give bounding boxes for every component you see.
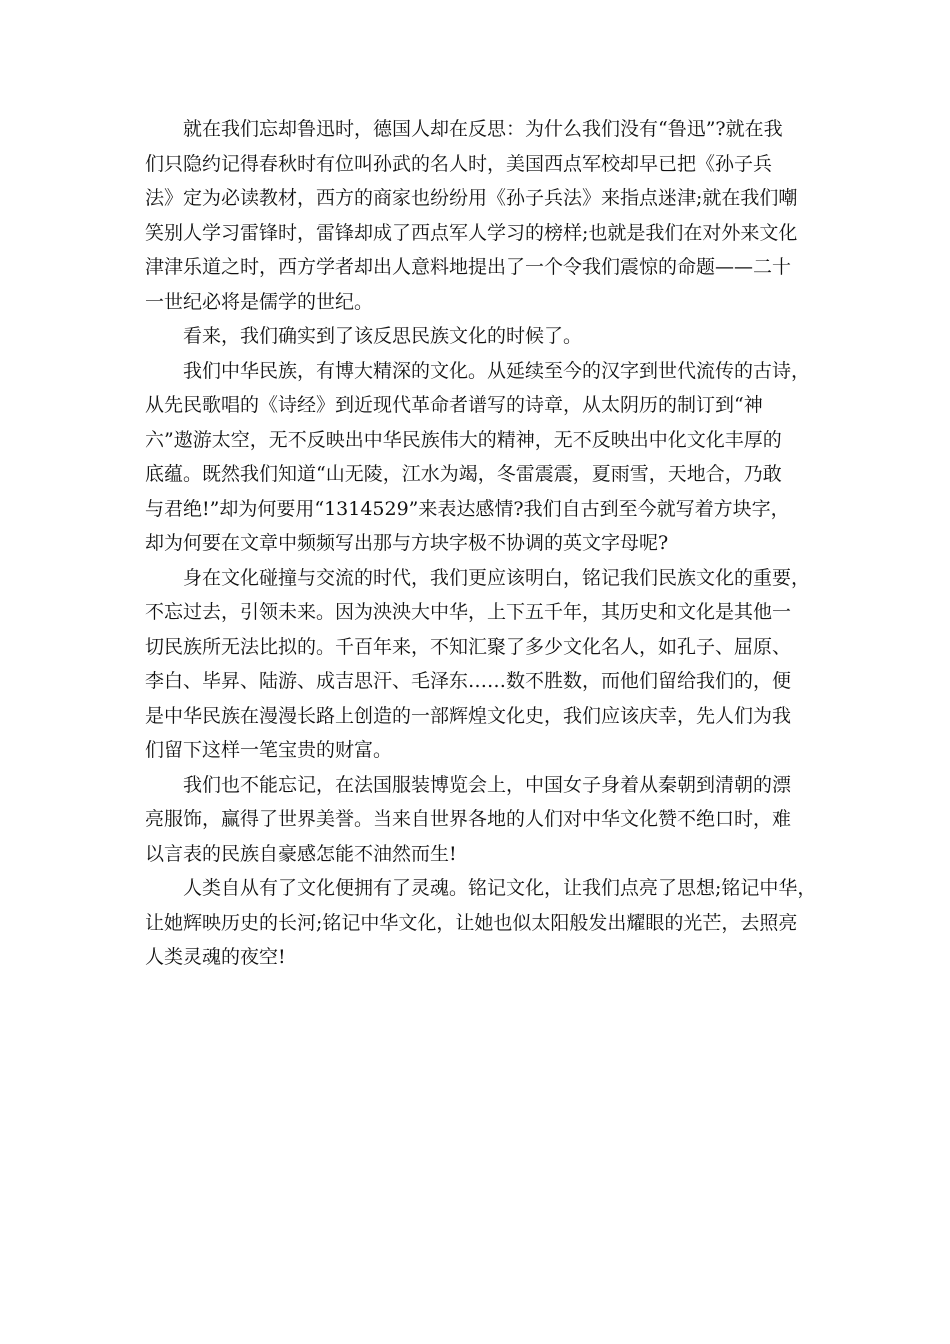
paragraph-3 — [145, 354, 815, 561]
paragraph-line: 们留下这样一笔宝贵的财富。 — [145, 739, 393, 761]
paragraph-line: 让她辉映历史的长河;铭记中华文化，让她也似太阳般发出耀眼的光芒，去照亮 — [145, 911, 798, 934]
paragraph-line: 从先民歌唱的《诗经》到近现代革命者谱写的诗章，从太阴历的制订到“神 — [145, 394, 763, 416]
paragraph-line: 亮服饰，赢得了世界美誉。当来自世界各地的人们对中华文化赞不绝口时，难 — [145, 808, 792, 830]
paragraph-line: 李白、毕昇、陆游、成吉思汗、毛泽东……数不胜数，而他们留给我们的，便 — [145, 670, 792, 692]
paragraph-line: 却为何要在文章中频频写出那与方块字极不协调的英文字母呢? — [145, 532, 669, 554]
paragraph-line: 底蕴。既然我们知道“山无陵，江水为竭，冬雷震震，夏雨雪，天地合，乃敢 — [145, 463, 782, 485]
paragraph-line: 不忘过去，引领未来。因为泱泱大中华，上下五千年，其历史和文化是其他一 — [145, 601, 792, 623]
paragraph-5 — [145, 768, 815, 872]
paragraph-line: 以言表的民族自豪感怎能不油然而生! — [145, 842, 457, 865]
paragraph-6 — [145, 871, 815, 975]
paragraph-line: 看来，我们确实到了该反思民族文化的时候了。 — [145, 325, 583, 347]
document-body — [145, 112, 815, 975]
paragraph-line: 就在我们忘却鲁迅时，德国人却在反思：为什么我们没有“鲁迅”?就在我 — [145, 118, 783, 140]
paragraph-line: 六”遨游太空，无不反映出中华民族伟大的精神，无不反映出中化文化丰厚的 — [145, 428, 782, 451]
paragraph-line: 我们也不能忘记，在法国服装博览会上，中国女子身着从秦朝到清朝的漂 — [145, 773, 792, 796]
paragraph-line: 津津乐道之时，西方学者却出人意料地提出了一个令我们震惊的命题——二十 — [145, 256, 792, 278]
paragraph-line: 人类自从有了文化便拥有了灵魂。铭记文化，让我们点亮了思想;铭记中华， — [145, 877, 817, 899]
paragraph-line: 是中华民族在漫漫长路上创造的一部辉煌文化史，我们应该庆幸，先人们为我 — [145, 704, 792, 727]
paragraph-line: 法》定为必读教材，西方的商家也纷纷用《孙子兵法》来指点迷津;就在我们嘲 — [145, 187, 798, 209]
paragraph-line: 笑别人学习雷锋时，雷锋却成了西点军人学习的榜样;也就是我们在对外来文化 — [145, 221, 798, 244]
paragraph-line: 我们中华民族，有博大精深的文化。从延续至今的汉字到世代流传的古诗， — [145, 359, 811, 382]
paragraph-2 — [145, 319, 815, 354]
paragraph-1 — [145, 112, 815, 319]
paragraph-line: 人类灵魂的夜空! — [145, 946, 286, 968]
paragraph-line: 身在文化碰撞与交流的时代，我们更应该明白，铭记我们民族文化的重要， — [145, 566, 811, 589]
paragraph-line: 与君绝!”却为何要用“1314529”来表达感情?我们自古到至今就写着方块字， — [145, 497, 790, 520]
paragraph-line: 切民族所无法比拟的。千百年来，不知汇聚了多少文化名人，如孔子、屈原、 — [145, 635, 792, 658]
paragraph-line: 一世纪必将是儒学的世纪。 — [145, 290, 374, 313]
paragraph-line: 们只隐约记得春秋时有位叫孙武的名人时，美国西点军校却早已把《孙子兵 — [145, 152, 773, 175]
paragraph-4 — [145, 561, 815, 768]
